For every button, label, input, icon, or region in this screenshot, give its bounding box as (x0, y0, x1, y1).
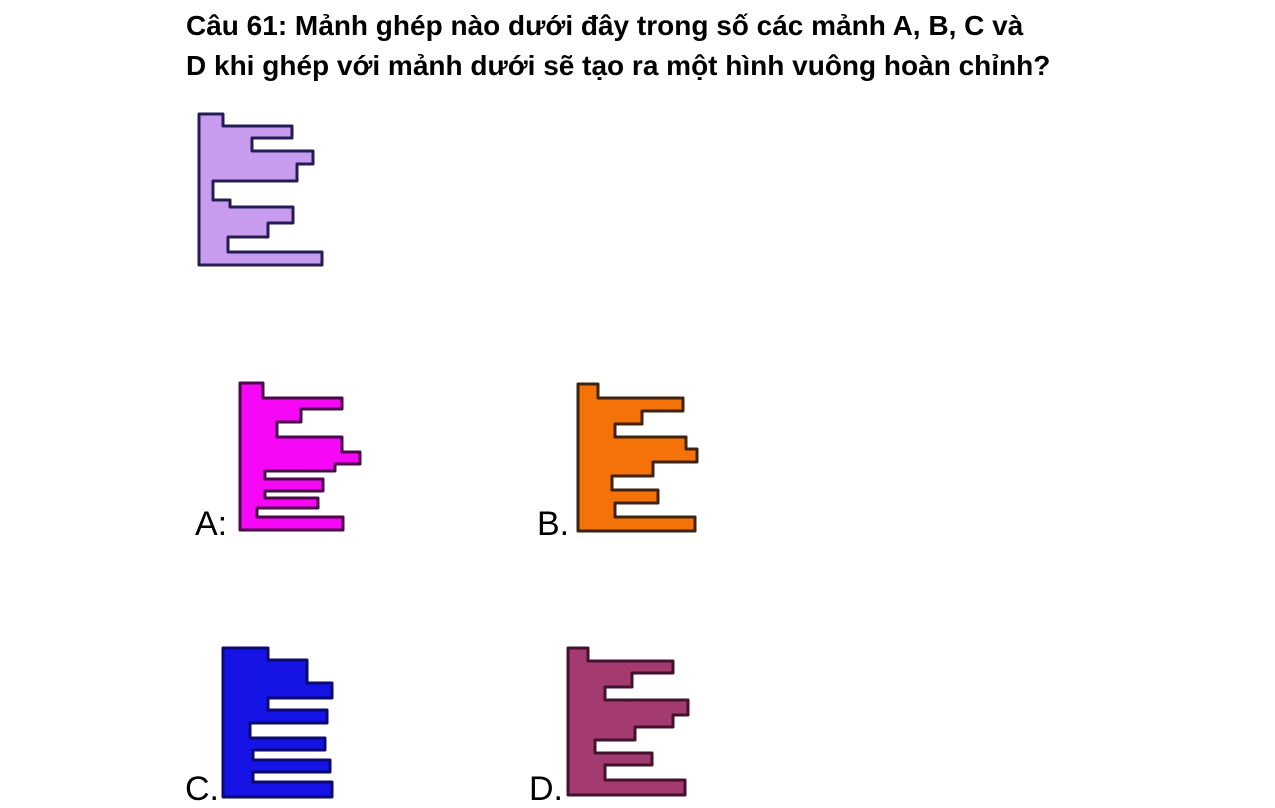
option-c-label[interactable]: C. (185, 770, 219, 808)
puzzle-piece-question (194, 109, 327, 270)
question-line-1: Câu 61: Mảnh ghép nào dưới đây trong số các mảnh A, B, C và (186, 10, 1024, 41)
puzzle-piece-option-c[interactable] (218, 643, 338, 803)
option-d-label[interactable]: D. (529, 770, 563, 808)
puzzle-piece-option-b[interactable] (573, 379, 703, 537)
puzzle-piece-option-d[interactable] (563, 643, 694, 801)
question-text (186, 6, 1126, 86)
option-a-label[interactable]: A: (195, 505, 228, 543)
puzzle-piece-option-a[interactable] (235, 378, 366, 536)
question-line-2: D khi ghép với mảnh dưới sẽ tạo ra một hình vuông hoàn chỉnh? (186, 50, 1051, 81)
option-b-label[interactable]: B. (537, 505, 570, 543)
